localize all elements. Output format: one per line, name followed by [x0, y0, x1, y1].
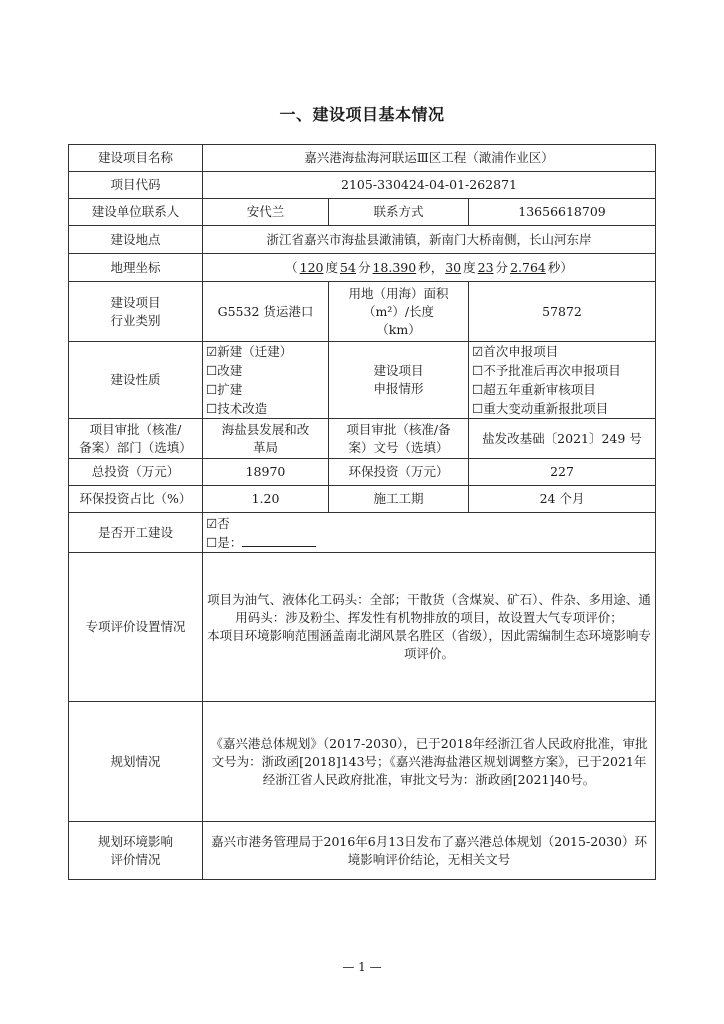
label-approval-doc-line1: 项目审批（核准/备 [346, 421, 451, 437]
special-para2: 本项目环境影响范围涵盖南北湖风景名胜区（省级），因此需编制生态环境影响专项评价。 [207, 628, 651, 661]
row-approval [69, 419, 656, 459]
project-info-table [68, 144, 656, 880]
row-project-code [69, 172, 656, 199]
row-coordinates [69, 254, 656, 282]
report-option-resubmit: ☐不予批准后再次申报项目 [472, 363, 621, 378]
report-option-five-year: ☐超五年重新审核项目 [472, 382, 596, 397]
label-period: 施工工期 [329, 486, 469, 513]
label-area-line2: （m²）/长度 [362, 303, 435, 319]
value-location: 浙江省嘉兴市海盐县澉浦镇，新南门大桥南侧，长山河东岸 [203, 226, 656, 254]
nature-options [203, 342, 329, 419]
value-approval-doc: 盐发改基础〔2021〕249 号 [469, 419, 656, 459]
value-env-investment: 227 [469, 459, 656, 486]
report-option-major-change: ☐重大变动重新报批项目 [472, 401, 609, 416]
unit-deg: 度 [325, 259, 339, 275]
value-planning: 《嘉兴港总体规划》（2017-2030），已于2018年经浙江省人民政府批准，审批文号为：浙政函[2018]143号；《嘉兴港海盐港区规划调整方案》，已于2021年经浙江省人民政府批准，审批文号为：浙政函[2021]40号。 [203, 702, 656, 822]
label-industry-line1: 建设项目 [110, 294, 161, 310]
started-option-yes: ☐是： [206, 534, 243, 550]
label-report-line2: 申报情形 [373, 381, 424, 396]
lon-min: 54 [340, 259, 356, 275]
special-para1: 项目为油气、液体化工码头：全部；干散货（含煤炭、矿石）、件杂、多用途、通用码头：涉及粉尘、挥发性有机物排放的项目，故设置大气专项评价； [207, 592, 651, 625]
started-options [203, 513, 656, 553]
value-approval-dept-line1: 海盐县发展和改 [221, 421, 310, 437]
value-contact: 安代兰 [203, 199, 329, 226]
page-number: — 1 — [342, 960, 382, 974]
label-investment: 总投资（万元） [69, 459, 203, 486]
label-report-line1: 建设项目 [373, 363, 424, 378]
label-approval-dept [69, 419, 203, 459]
page-title: 一、建设项目基本情况 [279, 105, 445, 124]
label-contact-method: 联系方式 [329, 199, 469, 226]
row-location [69, 226, 656, 254]
label-location: 建设地点 [69, 226, 203, 254]
value-coordinates [203, 254, 656, 282]
nature-option-new: ☑新建（迁建） [206, 344, 293, 359]
value-planning-eia: 嘉兴市港务管理局于2016年6月13日发布了嘉兴港总体规划（2015-2030）环境影响评价结论，无相关文号 [203, 822, 656, 880]
lat-sec: 2.764 [510, 259, 546, 275]
row-special [69, 553, 656, 702]
label-approval-doc-line2: 案）文号（选填） [348, 439, 449, 455]
nature-option-tech: ☐技术改造 [206, 401, 268, 416]
row-started [69, 513, 656, 553]
label-started: 是否开工建设 [69, 513, 203, 553]
value-special [203, 553, 656, 702]
unit-min-2: 分 [495, 259, 509, 275]
label-industry [69, 282, 203, 342]
label-industry-line2: 行业类别 [110, 312, 161, 328]
value-period: 24 个月 [469, 486, 656, 513]
label-nature: 建设性质 [69, 342, 203, 419]
lat-deg: 30 [445, 259, 462, 275]
value-ratio: 1.20 [203, 486, 329, 513]
unit-deg-2: 度 [463, 259, 476, 275]
started-option-yes-row [206, 533, 652, 552]
label-area-line3: （km） [376, 321, 421, 337]
label-contact: 建设单位联系人 [69, 199, 203, 226]
label-project-name: 建设项目名称 [69, 145, 203, 172]
row-project-name [69, 145, 656, 172]
row-industry [69, 282, 656, 342]
label-project-code: 项目代码 [69, 172, 203, 199]
report-option-first: ☑首次申报项目 [472, 344, 559, 359]
value-industry: G5532 货运港口 [203, 282, 329, 342]
value-area: 57872 [469, 282, 656, 342]
row-nature [69, 342, 656, 419]
unit-sec-end: 秒） [547, 259, 573, 275]
started-blank [242, 534, 316, 547]
row-planning [69, 702, 656, 822]
row-contact [69, 199, 656, 226]
value-investment: 18970 [203, 459, 329, 486]
started-option-no: ☑否 [206, 515, 230, 531]
label-approval-doc [329, 419, 469, 459]
row-ratio [69, 486, 656, 513]
label-special: 专项评价设置情况 [69, 553, 203, 702]
lat-min: 23 [477, 259, 494, 275]
label-planning-eia [69, 822, 203, 880]
label-env-investment: 环保投资（万元） [329, 459, 469, 486]
lon-deg: 120 [299, 259, 324, 275]
nature-option-expand: ☐扩建 [206, 382, 243, 397]
unit-sec: 秒， [418, 259, 444, 275]
label-planning: 规划情况 [69, 702, 203, 822]
row-investment [69, 459, 656, 486]
label-area [329, 282, 469, 342]
value-approval-dept [203, 419, 329, 459]
label-approval-dept-line1: 项目审批（核准/ [89, 421, 182, 437]
label-report [329, 342, 469, 419]
lon-sec: 18.390 [372, 259, 417, 275]
value-project-name: 嘉兴港海盐海河联运Ⅲ区工程（澉浦作业区） [203, 145, 656, 172]
coord-open: （ [285, 259, 298, 275]
value-project-code: 2105-330424-04-01-262871 [203, 172, 656, 199]
label-approval-dept-line2: 备案）部门（选填） [79, 439, 192, 455]
value-phone: 13656618709 [469, 199, 656, 226]
row-planning-eia [69, 822, 656, 880]
label-coordinates: 地理坐标 [69, 254, 203, 282]
label-planning-eia-line2: 评价情况 [110, 851, 161, 867]
label-area-line1: 用地（用海）面积 [348, 285, 449, 301]
report-options [469, 342, 656, 419]
unit-min: 分 [357, 259, 371, 275]
label-ratio: 环保投资占比（%） [69, 486, 203, 513]
value-approval-dept-line2: 革局 [252, 439, 278, 455]
nature-option-rebuild: ☐改建 [206, 363, 243, 378]
label-planning-eia-line1: 规划环境影响 [97, 833, 173, 849]
